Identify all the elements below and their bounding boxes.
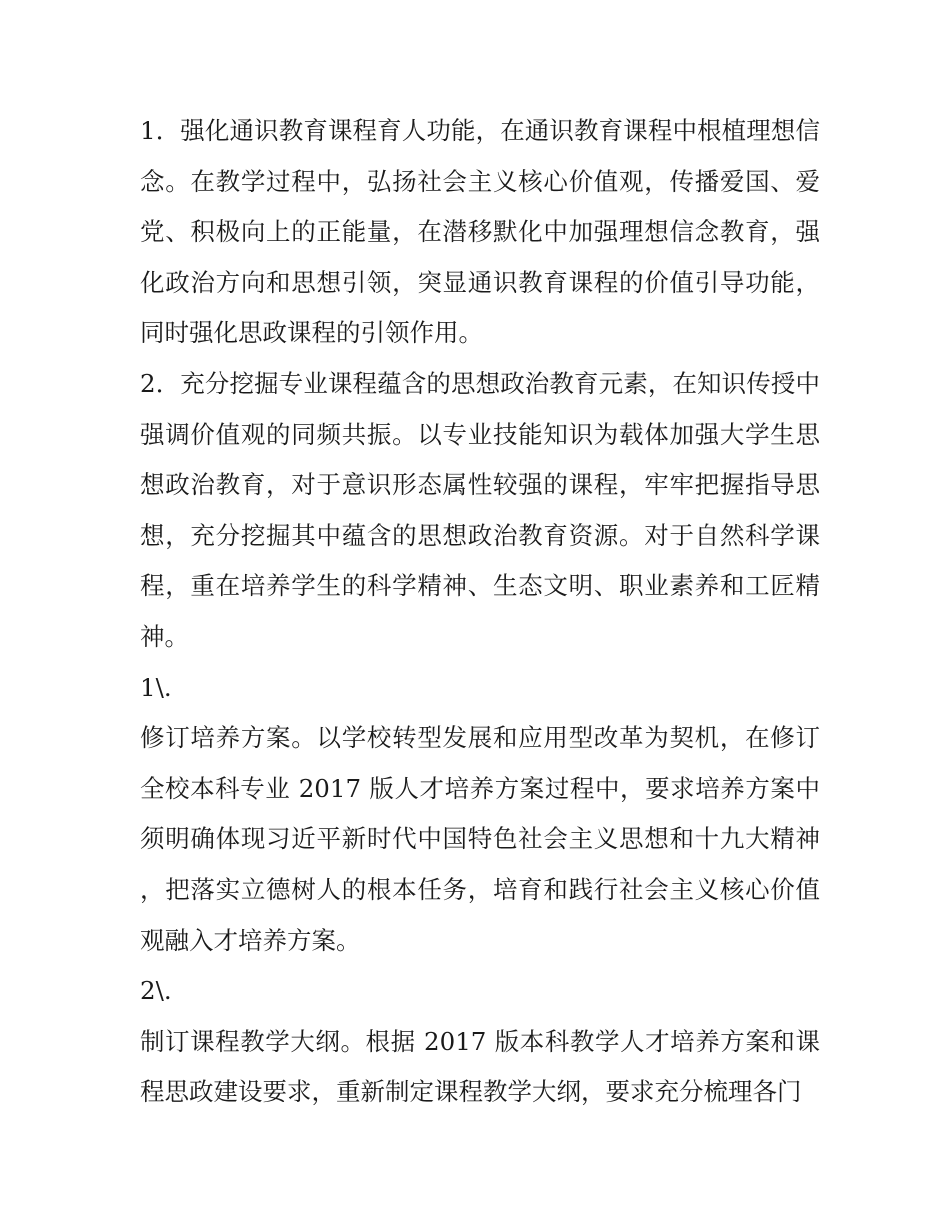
paragraph-professional-courses: 2．充分挖掘专业课程蕴含的思想政治教育元素，在知识传授中强调价值观的同频共振。以专业技能知识为载体加强大学生思想政治教育，对于意识形态属性较强的课程，牢牢把握指导思想，充分挖掘其中蕴含的思想政治教育资源。对于自然科学课程，重在培养学生的科学精神、生态文明、职业素养和工匠精神。 xyxy=(140,368,820,651)
paragraph-revise-training-plan: 修订培养方案。以学校转型发展和应用型改革为契机，在修订全校本科专业 2017 版人才培养方案过程中，要求培养方案中须明确体现习近平新时代中国特色社会主义思想和十九大精神，把落实立德树人的根本任务，培育和践行社会主义核心价值观融入才培养方案。 xyxy=(140,723,820,955)
section-number-2: 2\. xyxy=(140,976,172,1006)
section-number-1: 1\. xyxy=(140,672,172,702)
paragraph-general-education: 1．强化通识教育课程育人功能，在通识教育课程中根植理想信念。在教学过程中，弘扬社会主义核心价值观，传播爱国、爱党、积极向上的正能量，在潜移默化中加强理想信念教育，强化政治方向和思想引领，突显通识教育课程的价值引导功能，同时强化思政课程的引领作用。 xyxy=(140,116,820,348)
document-body xyxy=(140,106,820,1118)
paragraph-course-syllabus: 制订课程教学大纲。根据 2017 版本科教学人才培养方案和课程思政建设要求，重新制定课程教学大纲，要求充分梳理各门 xyxy=(140,1026,820,1107)
